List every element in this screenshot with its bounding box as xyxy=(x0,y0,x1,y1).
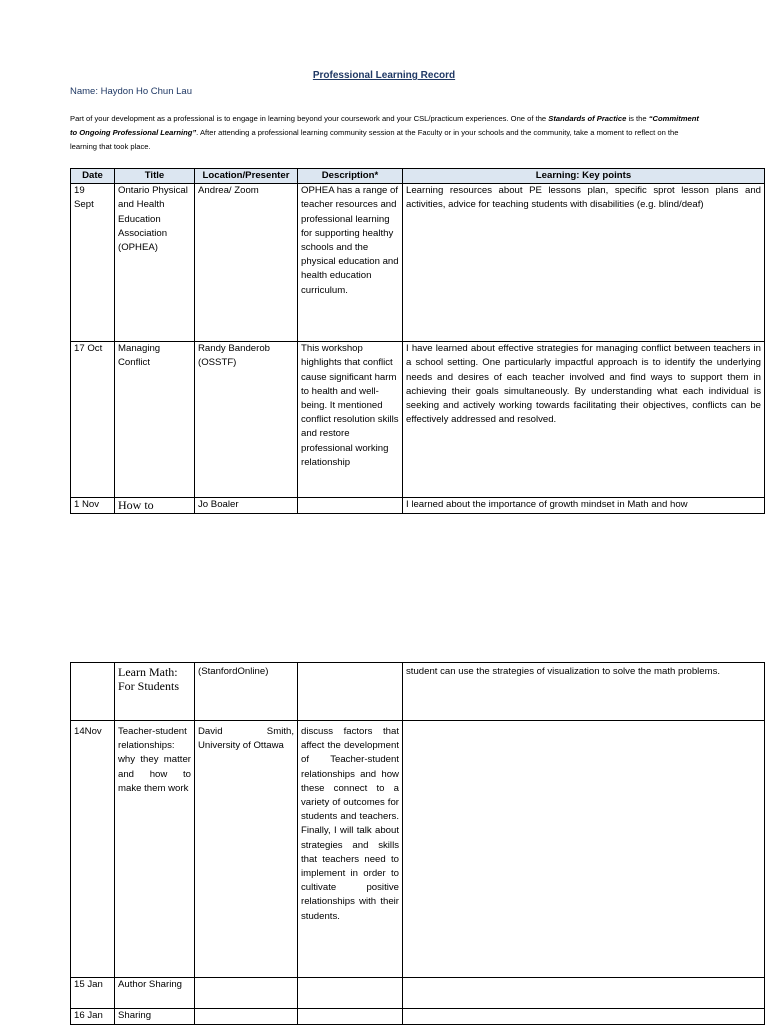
cell-presenter xyxy=(195,1009,298,1025)
cell-description xyxy=(298,1009,403,1025)
table-header-row xyxy=(71,169,765,184)
table-row xyxy=(71,342,765,498)
intro-text-1: Part of your development as a professional is to engage in learning beyond your coursework and your CSL/practicum experiences. One of the xyxy=(70,114,549,123)
cell-title: Ontario Physical and Health Education Association (OPHEA) xyxy=(115,184,195,342)
cell-description: discuss factors that affect the development of Teacher-student relationships and how these connect to a variety of outcomes for students and teachers. Finally, I will talk about strategies and skills that teachers need to implement in order to cultivate positive relationships with their students. xyxy=(298,721,403,978)
cell-learning xyxy=(403,978,765,1009)
learning-record-table xyxy=(70,168,765,514)
intro-emphasis-1: Standards of Practice xyxy=(548,114,627,123)
table-row xyxy=(71,184,765,342)
table-row xyxy=(71,498,765,514)
cell-description xyxy=(298,498,403,514)
cell-learning xyxy=(403,721,765,978)
table-row xyxy=(71,978,765,1009)
cell-title: How to xyxy=(115,498,195,514)
cell-date: 17 Oct xyxy=(71,342,115,498)
document-title: Professional Learning Record xyxy=(312,70,456,81)
cell-presenter: Jo Boaler xyxy=(195,498,298,514)
cell-description: OPHEA has a range of teacher resources and professional learning for supporting healthy schools and the physical education and health education curriculum. xyxy=(298,184,403,342)
cell-presenter: David Smith, University of Ottawa xyxy=(195,721,298,978)
cell-learning: I have learned about effective strategies for managing conflict between teachers in a school setting. One particularly impactful approach is to identify the underlying needs and desires of each teacher involved and find ways to support them in achieving their goals simultaneously. By understanding what each individual is seeking and actively working towards facilitating their objectives, conflicts can be effectively addressed and resolved. xyxy=(403,342,765,498)
student-name xyxy=(70,86,192,97)
cell-title: Teacher-student relationships: why they matter and how to make them work xyxy=(115,721,195,978)
cell-presenter: (StanfordOnline) xyxy=(195,663,298,721)
table-row xyxy=(71,721,765,978)
intro-emphasis-2: “Commitment to Ongoing Professional Learning” xyxy=(70,114,699,137)
header-presenter: Location/Presenter xyxy=(195,169,298,184)
cell-description xyxy=(298,663,403,721)
header-date: Date xyxy=(71,169,115,184)
header-title: Title xyxy=(115,169,195,184)
learning-record-table-continued xyxy=(70,662,765,1025)
cell-presenter xyxy=(195,978,298,1009)
header-learning: Learning: Key points xyxy=(403,169,765,184)
cell-description: This workshop highlights that conflict cause significant harm to health and well-being. It mentioned conflict resolution skills and restore professional working relationship xyxy=(298,342,403,498)
cell-date: 15 Jan xyxy=(71,978,115,1009)
cell-title: Managing Conflict xyxy=(115,342,195,498)
cell-learning: student can use the strategies of visualization to solve the math problems. xyxy=(403,663,765,721)
cell-presenter: Randy Banderob (OSSTF) xyxy=(195,342,298,498)
cell-date: 1 Nov xyxy=(71,498,115,514)
table-row xyxy=(71,663,765,721)
cell-title: Learn Math: For Students xyxy=(115,663,195,721)
header-description: Description* xyxy=(298,169,403,184)
cell-title: Author Sharing xyxy=(115,978,195,1009)
cell-learning: I learned about the importance of growth mindset in Math and how xyxy=(403,498,765,514)
intro-paragraph xyxy=(70,112,702,154)
table-row xyxy=(71,1009,765,1025)
cell-description xyxy=(298,978,403,1009)
intro-text-3: . After attending a professional learning community session at the Faculty or in your schools and the community, take a moment to reflect on the learning that took place. xyxy=(70,128,679,151)
name-value: Haydon Ho Chun Lau xyxy=(100,86,192,97)
cell-date: 14Nov xyxy=(71,721,115,978)
cell-presenter: Andrea/ Zoom xyxy=(195,184,298,342)
cell-title: Sharing xyxy=(115,1009,195,1025)
cell-date: 16 Jan xyxy=(71,1009,115,1025)
cell-learning xyxy=(403,1009,765,1025)
cell-date: 19 Sept xyxy=(71,184,115,342)
name-label: Name: xyxy=(70,86,98,97)
intro-text-2: is the xyxy=(626,114,649,123)
cell-learning: Learning resources about PE lessons plan, specific sprot lesson plans and activities, advice for teaching students with disabilities (e.g. blind/deaf) xyxy=(403,184,765,342)
cell-date xyxy=(71,663,115,721)
